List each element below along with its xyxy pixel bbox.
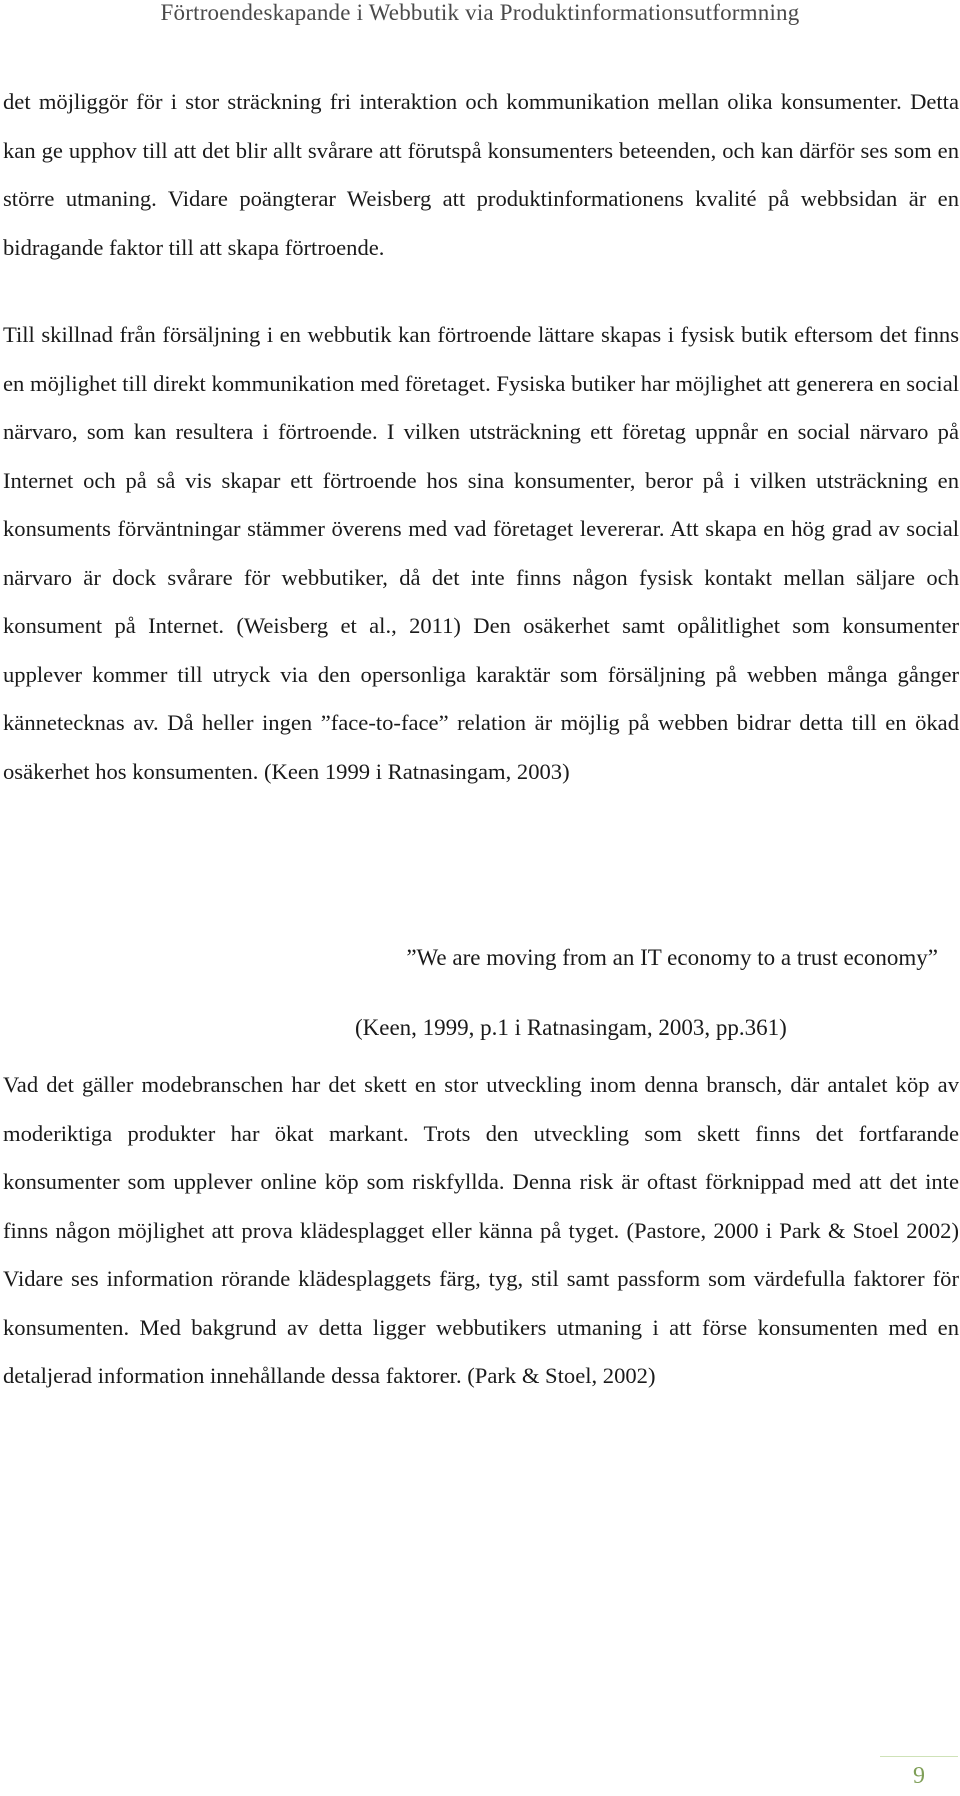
- running-header: Förtroendeskapande i Webbutik via Produktinformationsutformning: [160, 0, 800, 25]
- body-paragraph-1: det möjliggör för i stor sträckning fri interaktion och kommunikation mellan olika konsumenter. Detta kan ge upphov till att det blir allt svårare att förutspå konsumenters beteenden, och kan därför ses som en större utmaning. Vidare poängterar Weisberg att produktinformationens kvalité på webbsidan är en bidragande faktor till att skapa förtroende.: [3, 89, 959, 260]
- footer-divider: [880, 1756, 958, 1757]
- page-number: 9: [913, 1763, 925, 1789]
- block-quote: ”We are moving from an IT economy to a trust economy”: [406, 945, 938, 970]
- body-paragraph-3: Vad det gäller modebranschen har det skett en stor utveckling inom denna bransch, där antalet köp av moderiktiga produkter har ökat markant. Trots den utveckling som skett finns det fortfarande konsumenter som upplever online köp som riskfyllda. Denna risk är oftast förknippad med att det inte finns någon möjlighet att prova klädesplagget eller känna på tyget. (Pastore, 2000 i Park & Stoel 2002) Vidare ses information rörande klädesplaggets färg, tyg, stil samt passform som värdefulla faktorer för konsumenten. Med bakgrund av detta ligger webbutikers utmaning i att förse konsumenten med en detaljerad information innehållande dessa faktorer. (Park & Stoel, 2002): [3, 1072, 959, 1388]
- body-paragraph-2: Till skillnad från försäljning i en webbutik kan förtroende lättare skapas i fysisk butik eftersom det finns en möjlighet till direkt kommunikation med företaget. Fysiska butiker har möjlighet att generera en social närvaro, som kan resultera i förtroende. I vilken utsträckning ett företag uppnår en social närvaro på Internet och på så vis skapar ett förtroende hos sina konsumenter, beror på i vilken utsträckning en konsuments förväntningar stämmer överens med vad företaget levererar. Att skapa en hög grad av social närvaro är dock svårare för webbutiker, då det inte finns någon fysisk kontakt mellan säljare och konsument på Internet. (Weisberg et al., 2011) Den osäkerhet samt opålitlighet som konsumenter upplever kommer till utryck via den opersonliga karaktär som försäljning på webben många gånger kännetecknas av. Då heller ingen ”face-to-face” relation är möjlig på webben bidrar detta till en ökad osäkerhet hos konsumenten. (Keen 1999 i Ratnasingam, 2003): [3, 322, 959, 784]
- quote-citation: (Keen, 1999, p.1 i Ratnasingam, 2003, pp.361): [355, 1015, 787, 1040]
